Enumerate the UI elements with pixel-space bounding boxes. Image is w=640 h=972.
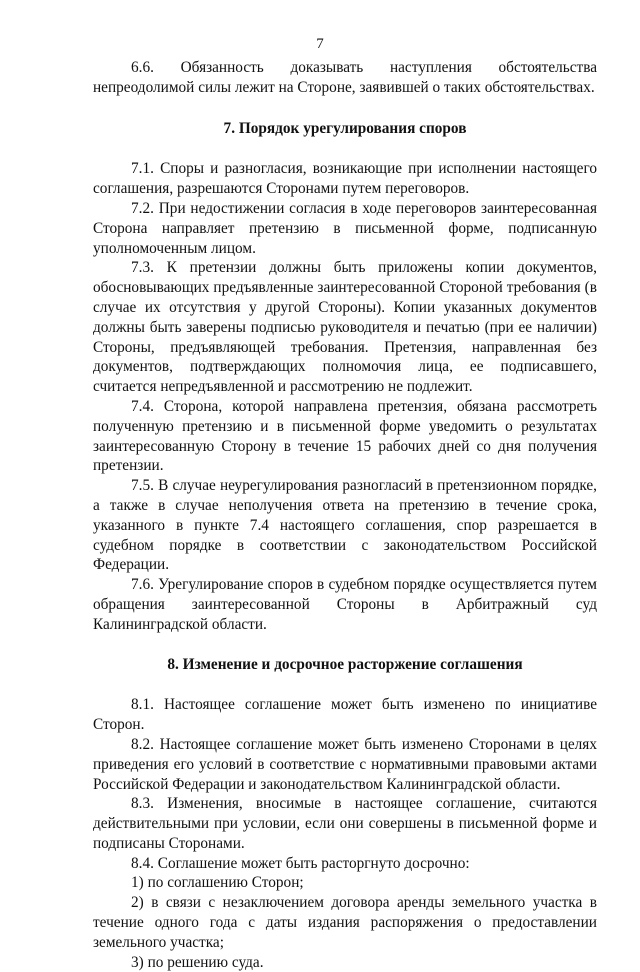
paragraph-7-5: 7.5. В случае неурегулирования разногласий в претензионном порядке, а также в случае неполучения ответа на претензию в течение срока, указанного в пункте 7.4 настоящего соглашения, спор разрешается в судебном порядке в соответствии с законодательством Российской Федерации. xyxy=(93,477,597,574)
list-item-8-4-1: 1) по соглашению Сторон; xyxy=(131,874,304,892)
section-8-heading: 8. Изменение и досрочное расторжение соглашения xyxy=(167,655,523,673)
paragraph-8-4: 8.4. Соглашение может быть расторгнуто досрочно: xyxy=(131,854,470,872)
paragraph-8-3: 8.3. Изменения, вносимые в настоящее соглашение, считаются действительными при условии, если они совершены в письменной форме и подписаны Сторонами. xyxy=(93,795,597,852)
document-body xyxy=(93,58,597,972)
paragraph-7-1: 7.1. Споры и разногласия, возникающие при исполнении настоящего соглашения, разрешаются Сторонами путем переговоров. xyxy=(93,160,597,198)
paragraph-7-4: 7.4. Сторона, которой направлена претензия, обязана рассмотреть полученную претензию и в письменной форме уведомить о результатах заинтересованную Сторону в течение 15 рабочих дней со дня получения претензии. xyxy=(93,397,597,475)
paragraph-8-2: 8.2. Настоящее соглашение может быть изменено Сторонами в целях приведения его условий в соответствие с нормативными правовыми актами Российской Федерации и законодательством Калининградской области. xyxy=(93,735,597,793)
list-item-8-4-3: 3) по решению суда. xyxy=(131,953,264,971)
list-item-8-4-2: 2) в связи с незаключением договора аренды земельного участка в течение одного года с даты издания распоряжения о предоставлении земельного участка; xyxy=(93,894,597,951)
section-7-heading: 7. Порядок урегулирования споров xyxy=(223,119,467,137)
paragraph-6-6: 6.6. Обязанность доказывать наступления обстоятельства непреодолимой силы лежит на Стороне, заявившей о таких обстоятельствах. xyxy=(93,59,597,96)
paragraph-8-1: 8.1. Настоящее соглашение может быть изменено по инициативе Сторон. xyxy=(93,696,597,734)
paragraph-7-2: 7.2. При недостижении согласия в ходе переговоров заинтересованная Сторона направляет претензию в письменной форме, подписанную уполномоченным лицом. xyxy=(93,199,597,257)
page-number: 7 xyxy=(316,36,324,52)
paragraph-7-3: 7.3. К претензии должны быть приложены копии документов, обосновывающих предъявленные заинтересованной Стороной требования (в случае их отсутствия у другой Стороны). Копии указанных документов должны быть заверены подписью руководителя и печатью (при ее наличии) Стороны, предъявляющей требования. Претензия, направленная без документов, подтверждающих полномочия лица, ее подписавшего, считается непредъявленной и рассмотрению не подлежит. xyxy=(93,259,597,396)
paragraph-7-6: 7.6. Урегулирование споров в судебном порядке осуществляется путем обращения заинтересованной Стороны в Арбитражный суд Калининградской области. xyxy=(93,576,597,633)
